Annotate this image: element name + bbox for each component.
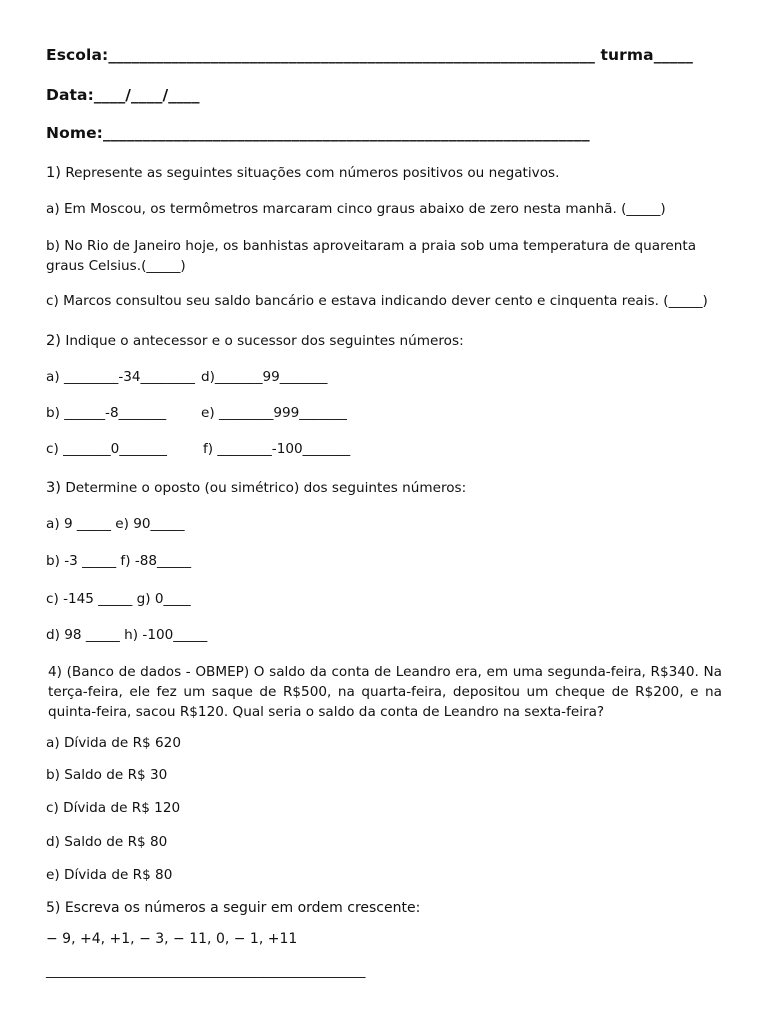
question-2-item-e: e) ________999_______ [201, 405, 347, 421]
question-1-text: Represente as seguintes situações com números positivos ou negativos. [65, 165, 560, 181]
question-2-item-f: f) ________-100_______ [203, 441, 351, 457]
question-5-answer-line: _______________________________________________ [46, 963, 366, 979]
question-3-prompt [46, 479, 466, 497]
question-4-option: c) Dívida de R$ 120 [46, 800, 181, 816]
question-2-item-a: a) ________-34________ [46, 369, 195, 385]
question-3-text: Determine o oposto (ou simétrico) dos seguintes números: [65, 480, 467, 496]
question-3-row: c) -145 _____ g) 0____ [46, 591, 191, 607]
question-1b-line1: b) No Rio de Janeiro hoje, os banhistas aproveitaram a praia sob uma temperatura de quarenta [46, 238, 697, 254]
question-2-prompt [46, 332, 464, 350]
question-4-option: d) Saldo de R$ 80 [46, 834, 168, 850]
question-3-row: d) 98 _____ h) -100_____ [46, 627, 208, 643]
question-3-row: a) 9 _____ e) 90_____ [46, 516, 185, 532]
question-4-option: b) Saldo de R$ 30 [46, 767, 168, 783]
question-2-item-b: b) ______-8_______ [46, 405, 167, 421]
question-1-prompt [46, 164, 559, 182]
question-5-prompt: 5) Escreva os números a seguir em ordem crescente: [46, 900, 421, 916]
question-4-text: 4) (Banco de dados - OBMEP) O saldo da conta de Leandro era, em uma segunda-feira, R$340. Na terça-feira, ele fez um saque de R$500, na quarta-feira, depositou um cheque de R$200, e na quinta-feira, sacou R$120. Qual seria o saldo da conta de Leandro na sexta-feira? [48, 664, 722, 720]
question-2-item-c: c) _______0_______ [46, 441, 167, 457]
question-1c: c) Marcos consultou seu saldo bancário e estava indicando dever cento e cinquenta reais. (_____) [46, 293, 708, 309]
question-1b-line2: graus Celsius.(_____) [46, 258, 186, 274]
school-field: Escola:______________________________________________________________ turma_____ [46, 46, 693, 64]
question-3-row: b) -3 _____ f) -88_____ [46, 553, 192, 569]
question-4-option: e) Dívida de R$ 80 [46, 867, 173, 883]
name-field: Nome:______________________________________________________________ [46, 124, 590, 142]
question-1-number: 1) [46, 164, 61, 181]
question-1a: a) Em Moscou, os termômetros marcaram cinco graus abaixo de zero nesta manhã. (_____) [46, 201, 666, 217]
question-2-number: 2) [46, 332, 61, 349]
question-2-item-d: d)_______99_______ [201, 369, 328, 385]
question-5-numbers: − 9, +4, +1, − 3, − 11, 0, − 1, +11 [46, 931, 298, 947]
question-3-number: 3) [46, 479, 61, 496]
date-field: Data:____/____/____ [46, 86, 200, 104]
question-4-option: a) Dívida de R$ 620 [46, 735, 181, 751]
question-2-text: Indique o antecessor e o sucessor dos seguintes números: [65, 333, 464, 349]
